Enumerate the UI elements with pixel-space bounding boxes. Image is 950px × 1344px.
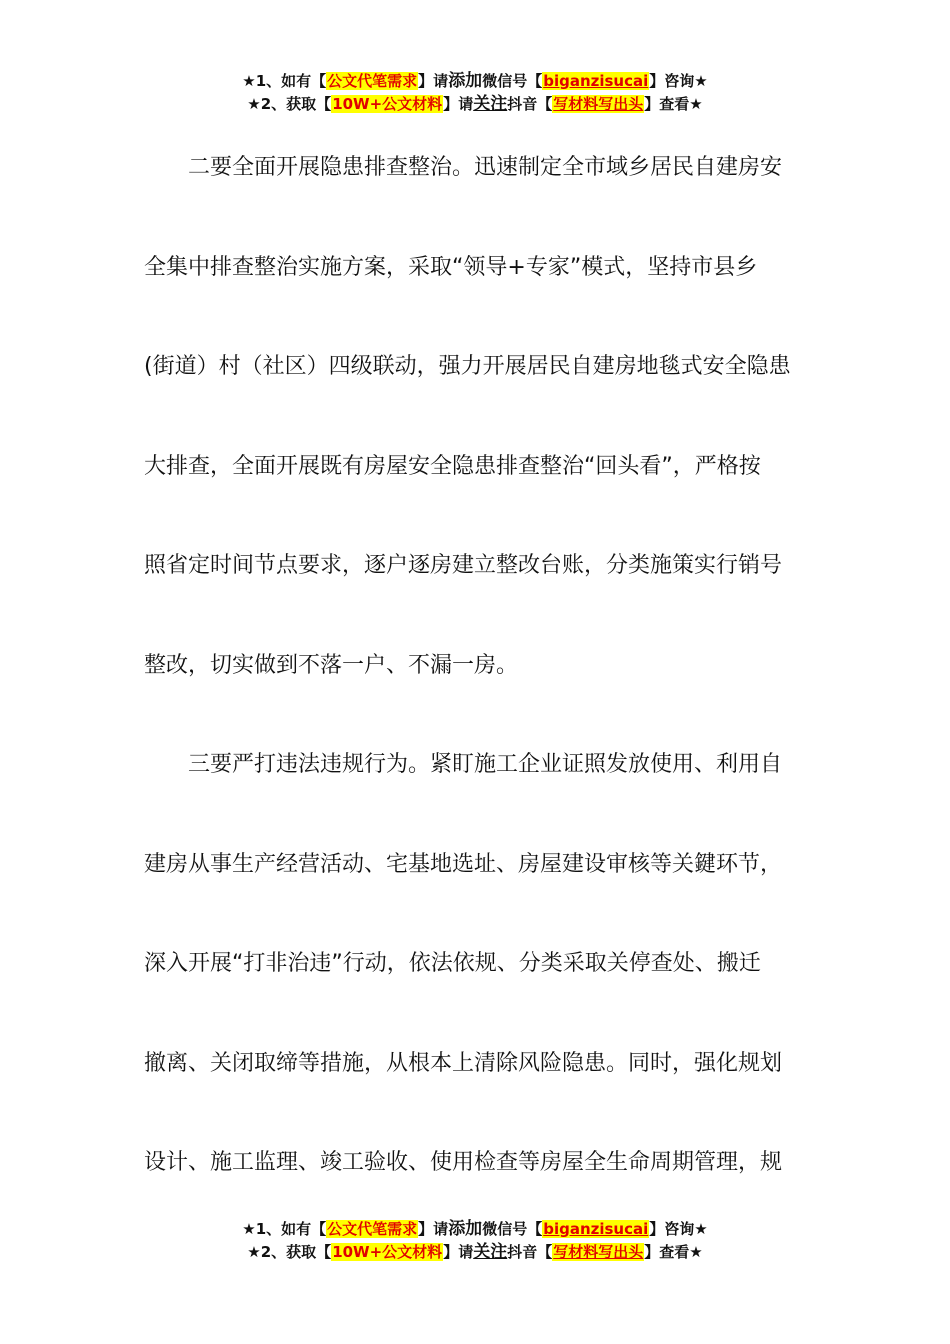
banner-text: 】请 — [443, 95, 474, 113]
banner-line-2 — [0, 1241, 950, 1264]
text-line: 大排查，全面开展既有房屋安全隐患排查整治“回头看”，严格按 — [144, 453, 761, 479]
banner-emphasis: 关注 — [473, 94, 508, 114]
text-line: 全集中排查整治实施方案，采取“领导+专家”模式，坚持市县乡 — [144, 254, 758, 280]
banner-text: ★1、如有【 — [242, 1220, 327, 1238]
banner-text: 微信号【 — [482, 1220, 543, 1238]
banner-text: ★1、如有【 — [242, 72, 327, 90]
banner-line-1 — [0, 70, 950, 93]
banner-line-1 — [0, 1218, 950, 1241]
banner-text: 抖音【 — [507, 1243, 553, 1261]
banner-highlight: 10W+公文材料 — [332, 95, 443, 113]
text-line: 深入开展“打非治违”行动，依法依规、分类采取关停查处、搬迁 — [144, 951, 761, 976]
text-line: 整改，切实做到不落一户、不漏一房。 — [144, 652, 519, 678]
banner-highlight: 公文代笔需求 — [327, 72, 418, 90]
banner-text: 】咨询★ — [649, 72, 708, 90]
text-line: 建房从事生产经营活动、宅基地选址、房屋建设审核等关鍵环节， — [144, 851, 783, 877]
banner-text: 抖音【 — [507, 95, 553, 113]
banner-emphasis: 添加 — [448, 71, 483, 91]
banner-wechat-id: biganzisucai — [543, 1220, 649, 1238]
banner-wechat-id: biganzisucai — [543, 72, 649, 90]
text-line: 三要严打违法违规行为。紧盯施工企业证照发放使用、利用自 — [188, 752, 783, 777]
document-body — [144, 118, 806, 1213]
banner-highlight: 10W+公文材料 — [332, 1243, 443, 1261]
text-line: (街道）村（社区）四级联动，强力开展居民自建房地毯式安全隐患 — [144, 354, 791, 379]
banner-highlight: 公文代笔需求 — [327, 1220, 418, 1238]
text-line: 撤离、关闭取缔等措施，从根本上清除风险隐患。同时，强化规划 — [144, 1050, 783, 1076]
banner-highlight: 写材料写出头 — [553, 95, 644, 113]
banner-text: 】查看★ — [644, 95, 703, 113]
banner-emphasis: 关注 — [473, 1242, 508, 1262]
banner-text: 】请 — [418, 72, 449, 90]
paragraph-2 — [144, 715, 806, 1213]
banner-text: ★2、获取【 — [247, 95, 332, 113]
banner-emphasis: 添加 — [448, 1219, 483, 1239]
banner-text: 微信号【 — [482, 72, 543, 90]
banner-text: 】请 — [418, 1220, 449, 1238]
banner-line-2 — [0, 93, 950, 116]
banner-text: ★2、获取【 — [247, 1243, 332, 1261]
text-line: 二要全面开展隐患排查整治。迅速制定全市域乡居民自建房安 — [188, 155, 783, 180]
banner-text: 】咨询★ — [649, 1220, 708, 1238]
banner-highlight: 写材料写出头 — [553, 1243, 644, 1261]
paragraph-1 — [144, 118, 806, 715]
banner-text: 】查看★ — [644, 1243, 703, 1261]
footer-banner — [0, 1218, 950, 1264]
header-banner — [0, 70, 950, 116]
text-line: 设计、施工监理、竣工验收、使用检查等房屋全生命周期管理，规 — [144, 1150, 783, 1175]
banner-text: 】请 — [443, 1243, 474, 1261]
text-line: 照省定时间节点要求，逐户逐房建立整改台账，分类施策实行销号 — [144, 553, 783, 578]
